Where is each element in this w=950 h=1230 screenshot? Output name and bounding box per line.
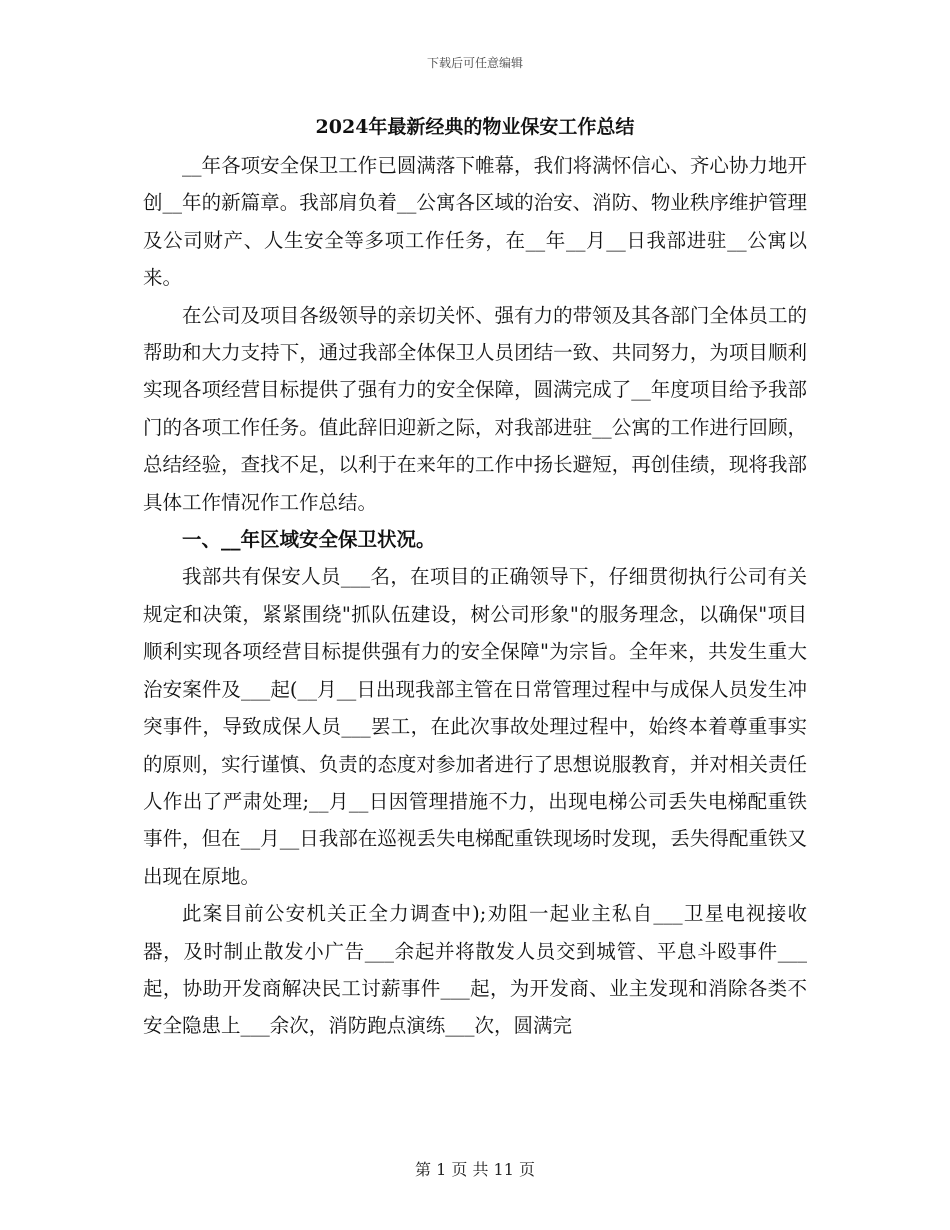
- section-heading-1: 一、__年区域安全保卫状况。: [182, 528, 436, 552]
- document-body: [143, 147, 807, 1045]
- paragraph-security-status: 我部共有保安人员___名，在项目的正确领导下，仔细贯彻执行公司有关规定和决策，紧紧围绕"抓队伍建设，树公司形象"的服务理念，以确保"项目顺利实现各项经营目标提供强有力的安全保障"为宗旨。全年来，共发生重大治安案件及___起(__月__日出现我部主管在日常管理过程中与成保人员发生冲突事件，导致成保人员___罢工，在此次事故处理过程中，始终本着尊重事实的原则，实行谨慎、负责的态度对参加者进行了思想说服教育，并对相关责任人作出了严肃处理;__月__日因管理措施不力，出现电梯公司丢失电梯配重铁事件，但在__月__日我部在巡视丢失电梯配重铁现场时发现，丢失得配重铁又出现在原地。: [143, 565, 807, 888]
- document-title: 2024年最新经典的物业保安工作总结: [315, 116, 635, 138]
- paragraph-case-followup: 此案目前公安机关正全力调查中);劝阻一起业主私自___卫星电视接收器，及时制止散发小广告___余起并将散发人员交到城管、平息斗殴事件___起，协助开发商解决民工讨薪事件___起，为开发商、业主发现和消除各类不安全隐患上___余次，消防跑点演练___次，圆满完: [143, 902, 807, 1038]
- paragraph-acknowledgement: 在公司及项目各级领导的亲切关怀、强有力的带领及其各部门全体员工的帮助和大力支持下，通过我部全体保卫人员团结一致、共同努力，为项目顺利实现各项经营目标提供了强有力的安全保障，圆满完成了__年度项目给予我部门的各项工作任务。值此辞旧迎新之际，对我部进驻__公寓的工作进行回顾，总结经验，查找不足，以利于在来年的工作中扬长避短，再创佳绩，现将我部具体工作情况作工作总结。: [143, 303, 807, 514]
- page-indicator: 第 1 页 共 11 页: [415, 1160, 535, 1179]
- header-note: 下载后可任意编辑: [426, 56, 523, 70]
- paragraph-intro: __年各项安全保卫工作已圆满落下帷幕，我们将满怀信心、齐心协力地开创__年的新篇章。我部肩负着__公寓各区域的治安、消防、物业秩序维护管理及公司财产、人生安全等多项工作任务，在__年__月__日我部进驻__公寓以来。: [143, 154, 807, 290]
